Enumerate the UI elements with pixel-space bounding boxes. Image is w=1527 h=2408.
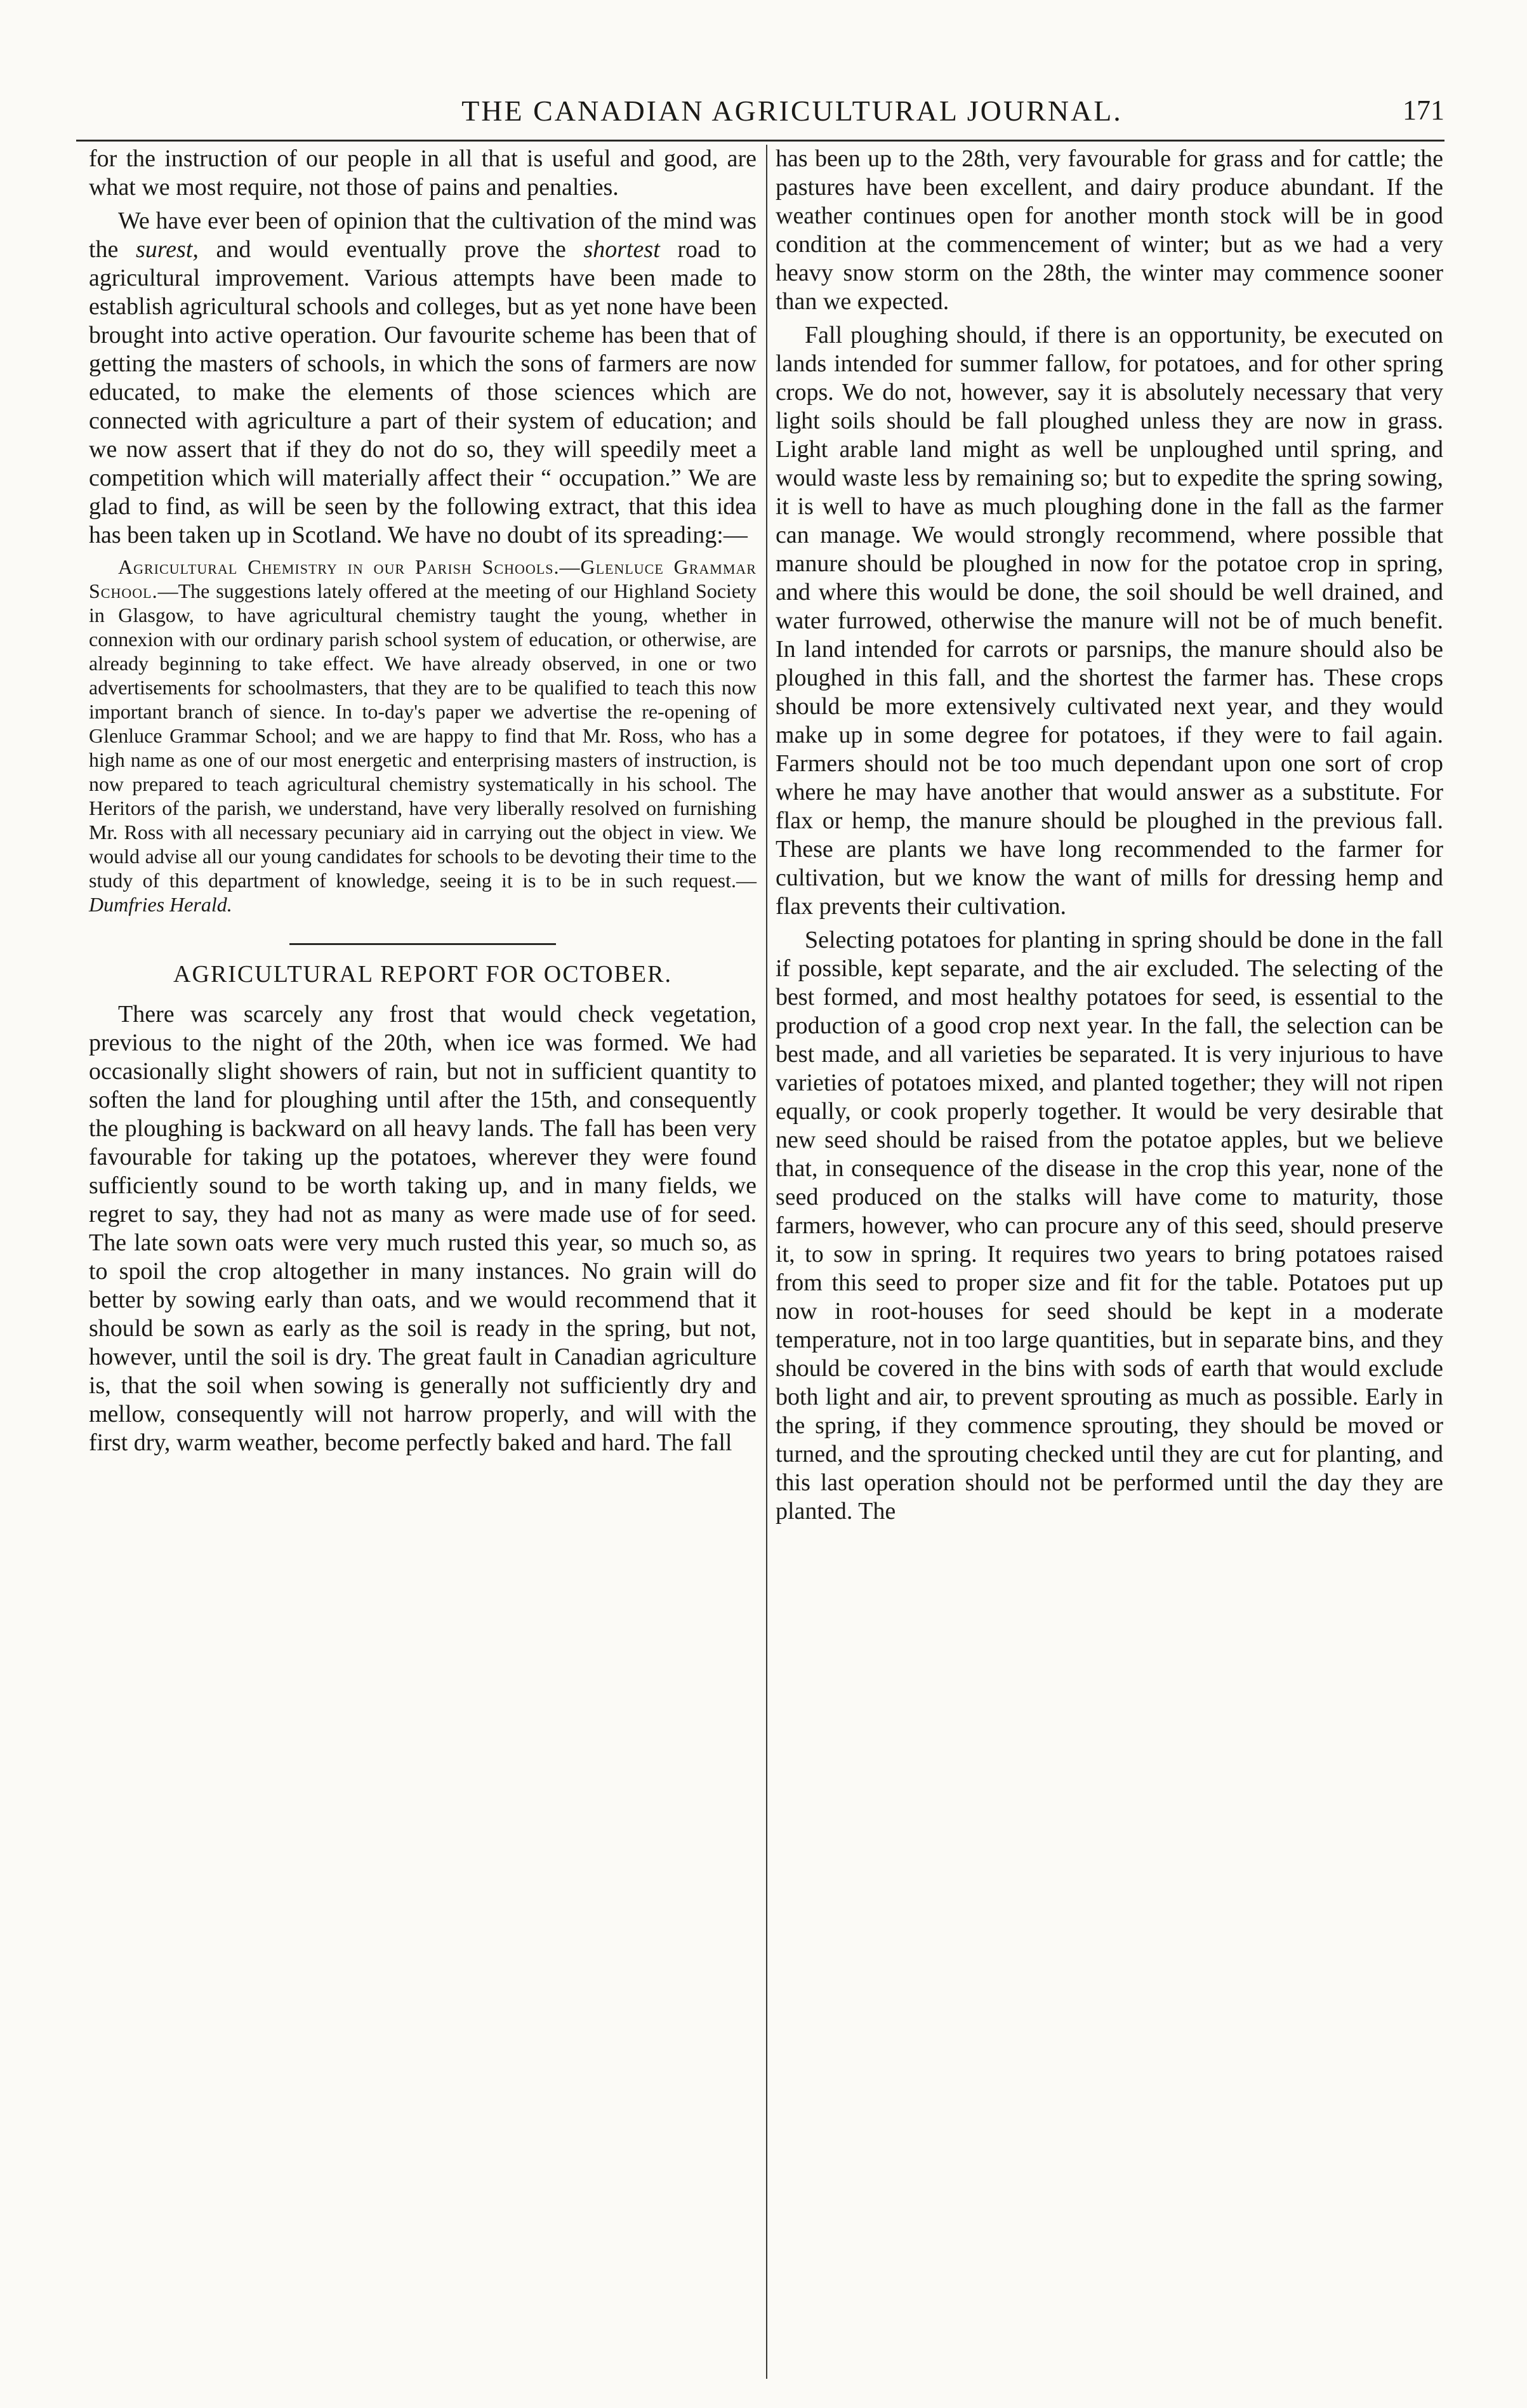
paragraph (89, 207, 757, 550)
emphasis: surest, (136, 236, 199, 263)
paragraph: There was scarcely any frost that would check vegetation, previous to the night of the 20th, when ice was formed. We had occasionally slight showers of rain, but not in sufficient quantity to soften the land for ploughing until after the 15th, and consequently the ploughing is backward on all heavy lands. The fall has been very favourable for taking up the potatoes, wherever they were found sufficiently sound to be worth taking up, and in many fields, we regret to say, they had not as many as were made use of for seed. The late sown oats were very much rusted this year, so much so, as to spoil the crop altogether in many instances. No grain will do better by sowing early than oats, and we would recommend that it should be sown as early as the soil is ready in the spring, but not, however, until the soil is dry. The great fault in Canadian agriculture is, that the soil when sowing is generally not sufficiently dry and mellow, consequently will not harrow properly, and will with the first dry, warm weather, become perfectly baked and hard. The fall (89, 1001, 757, 1456)
emphasis: shortest (583, 236, 660, 263)
extract-title: Agricultural Chemistry in our Parish Schools.—Glenluce Grammar School. (89, 555, 757, 602)
extract-body: —The suggestions lately offered at the meeting of our Highland Society in Glasgow, to have agricultural chemistry taught the young, whether in connexion with our ordinary parish school system of education, or otherwise, are already beginning to take effect. We have already observed, in one or two advertisements for schoolmasters, that they are to be qualified to teach this now important branch of sience. In to-day's paper we advertise the re-opening of Glenluce Grammar School; and we are happy to find that Mr. Ross, who has a high name as one of our most energetic and enterprising masters of instruction, is now prepared to teach agricultural chemistry systematically in his school. The Heritors of the parish, we understand, have very liberally resolved on furnishing Mr. Ross with all necessary pecuniary aid in carrying out the object in view. We would advise all our young candidates for schools to be devoting their time to the study of this department of knowledge, seeing it is to be in such request.— (89, 579, 757, 892)
paragraph: for the instruction of our people in all that is useful and good, are what we most require, not those of pains and penalties. (89, 145, 757, 201)
section-divider (289, 943, 556, 945)
quoted-extract (89, 555, 757, 916)
section-heading: AGRICULTURAL REPORT FOR OCTOBER. (173, 961, 672, 988)
paragraph: has been up to the 28th, very favourable for grass and for cattle; the pastures have been excellent, and dairy produce abundant. If the weather continues open for another month stock will be in good condition at the commencement of winter; but as we had a very heavy snow storm on the 28th, the winter may commence sooner than we expected. (776, 145, 1443, 315)
page-number: 171 (1403, 95, 1444, 126)
page-header (140, 94, 1444, 138)
right-column (776, 145, 1443, 1531)
header-rule (76, 140, 1444, 142)
left-column (89, 145, 757, 1462)
extract-source: Dumfries Herald. (89, 893, 232, 916)
text-run: We have ever been of opinion that the cultivation of the mind was the (89, 208, 757, 263)
text-run: road to agricultural improvement. Various attempts have been made to establish agricultural schools and colleges, but as yet none have been brought into active operation. Our favourite scheme has been that of getting the masters of schools, in which the sons of farmers are now educated, to make the elements of those sciences which are connected with agriculture a part of their system of education; and we now assert that if they do not do so, they will speedily meet a competition which will materially affect their “ occupation.” We are glad to find, as will be seen by the following extract, that this idea has been taken up in Scotland. We have no doubt of its spreading:— (89, 236, 757, 548)
paragraph: Fall ploughing should, if there is an opportunity, be executed on lands intended for summer fallow, for potatoes, and for other spring crops. We do not, however, say it is absolutely necessary that very light soils should be fall ploughed unless they are now in grass. Light arable land might as well be unploughed until spring, and would waste less by remaining so; but to expedite the spring sowing, it is well to have as much ploughing done in the fall as the farmer can manage. We would strongly recommend, where possible that manure should be ploughed in now for the potatoe crop in spring, and where this would be done, the soil should be well drained, and water furrowed, otherwise the manure will not be of much benefit. In land intended for carrots or parsnips, the manure should also be ploughed in this fall, and the shortest the farmer has. These crops should be more extensively cultivated next year, and they would make up in some degree for potatoes, if they were to fail again. Farmers should not be too much dependant upon one sort of crop where he may have another that would answer as a substitute. For flax or hemp, the manure should be ploughed in the previous fall. These are plants we have long recommended to the farmer for cultivation, but we know the want of mills for dressing hemp and flax prevents their cultivation. (776, 322, 1443, 920)
paragraph: Selecting potatoes for planting in spring should be done in the fall if possible, kept separate, and the air excluded. The selecting of the best formed, and most healthy potatoes for seed, is essential to the production of a good crop next year. In the fall, the selection can be best made, and all varieties be separated. It is very injurious to have varieties of potatoes mixed, and planted together; they will not ripen equally, or cook properly together. It would be very desirable that new seed should be raised from the potatoe apples, but we believe that, in consequence of the disease in the crop this year, none of the seed produced on the stalks will have come to maturity, those farmers, however, who can procure any of this seed, should preserve it, to sow in spring. It requires two years to bring potatoes raised from this seed to proper size and fit for the table. Potatoes put up now in root-houses for seed should be kept in a moderate temperature, not in too large quantities, but in separate bins, and they should be covered in the bins with sods of earth that would exclude both light and air, to prevent sprouting as much as possible. Early in the spring, if they commence sprouting, they should be moved or turned, and the sprouting checked until they are cut for planting, and this last operation should not be performed until the day they are planted. The (776, 927, 1443, 1525)
column-divider (766, 145, 767, 2379)
text-run: and would eventually prove the (198, 236, 584, 263)
running-title: THE CANADIAN AGRICULTURAL JOURNAL. (461, 95, 1123, 127)
